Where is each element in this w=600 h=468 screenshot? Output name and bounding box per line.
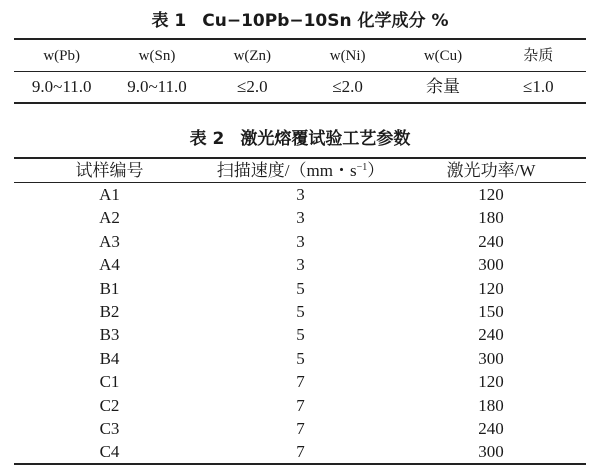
- table2-cell-speed: 7: [296, 395, 305, 415]
- table2-number: 表 2: [189, 129, 225, 149]
- table2-title: 激光熔覆试验工艺参数: [240, 129, 411, 149]
- table2-cell-speed: 5: [296, 348, 305, 368]
- table-row: [14, 417, 586, 440]
- table1-header-pb: w(Pb): [43, 48, 80, 64]
- table2-cell-sample: A3: [99, 231, 120, 251]
- table1-header-row: [14, 41, 586, 71]
- table2-cell-power: 180: [478, 208, 504, 228]
- table1-number: 表 1: [151, 11, 187, 31]
- table2-header-speed-close: ）: [367, 161, 385, 180]
- table2-cell-speed: 7: [296, 442, 305, 462]
- table1-title: Cu−10Pb−10Sn 化学成分 %: [202, 11, 449, 31]
- table1-cell-sn: 9.0~11.0: [127, 77, 187, 96]
- table2-cell-speed: 3: [296, 231, 305, 251]
- table2-cell-sample: A2: [99, 208, 120, 228]
- table2-cell-speed: 5: [296, 302, 305, 321]
- table1-cell-impurity: ≤1.0: [523, 77, 554, 96]
- table2-cell-power: 240: [478, 325, 504, 345]
- table2-cell-sample: C1: [99, 372, 120, 392]
- table1-header-sn: w(Sn): [138, 48, 176, 64]
- table-row: [14, 183, 586, 206]
- table1-top-rule: [14, 38, 586, 40]
- table2-cell-power: 240: [478, 419, 504, 438]
- table2-caption: [0, 128, 600, 150]
- table1-cell-cu: 余量: [425, 77, 460, 96]
- table2-cell-power: 150: [478, 302, 504, 321]
- table1-cell-ni: ≤2.0: [332, 77, 363, 96]
- table2-cell-power: 180: [478, 395, 504, 415]
- table2-cell-power: 120: [478, 372, 504, 392]
- table-row: [14, 230, 586, 253]
- table1-cell-zn: ≤2.0: [237, 77, 268, 96]
- table1-header-impurity: 杂质: [523, 48, 554, 64]
- table-row: [14, 206, 586, 229]
- table2-bottom-rule: [14, 463, 586, 465]
- table2-cell-sample: A4: [99, 255, 120, 275]
- table-row: [14, 347, 586, 370]
- table2-cell-sample: B1: [99, 278, 120, 298]
- table2-cell-speed: 3: [296, 185, 305, 204]
- table2-cell-speed: 3: [296, 255, 305, 275]
- table1-cell-pb: 9.0~11.0: [31, 77, 92, 96]
- table2-cell-power: 120: [478, 185, 504, 204]
- table2-cell-sample: A1: [99, 185, 120, 204]
- table2-header-sample: 试样编号: [75, 161, 144, 180]
- table2-cell-sample: C4: [99, 442, 120, 462]
- table2-cell-power: 300: [478, 348, 504, 368]
- table2-cell-sample: B4: [99, 348, 120, 368]
- table2-header-speed-exponent: −1: [356, 162, 368, 173]
- table-row: [14, 440, 586, 463]
- table2-cell-sample: B3: [99, 325, 120, 345]
- table-row: [14, 253, 586, 276]
- table2-cell-speed: 5: [296, 325, 305, 345]
- table-row: [14, 394, 586, 417]
- table-row: [14, 277, 586, 300]
- table2-header-speed-label: 扫描速度/（mm・s: [216, 161, 357, 180]
- table1-caption: [0, 10, 600, 32]
- table1-header-ni: w(Ni): [329, 48, 366, 64]
- table2-cell-sample: C3: [99, 419, 120, 438]
- table-row: [14, 370, 586, 393]
- table2-cell-power: 120: [478, 278, 504, 298]
- table-row: [14, 300, 586, 323]
- table1-header-cu: w(Cu): [423, 48, 463, 64]
- table2-cell-power: 300: [478, 255, 504, 275]
- table2-header-row: [14, 159, 586, 182]
- table2-cell-sample: B2: [99, 302, 120, 321]
- table-row: [14, 323, 586, 346]
- table2-cell-speed: 5: [296, 278, 305, 298]
- table2-cell-speed: 3: [296, 208, 305, 228]
- table2-header-power: 激光功率/W: [446, 161, 536, 180]
- table1-header-zn: w(Zn): [233, 48, 272, 64]
- table1-data-row: [14, 72, 586, 102]
- table2-cell-speed: 7: [296, 372, 305, 392]
- table1-bottom-rule: [14, 102, 586, 104]
- table2-cell-speed: 7: [296, 419, 305, 438]
- table2-cell-power: 300: [478, 442, 504, 462]
- table2-cell-sample: C2: [99, 395, 120, 415]
- table2-cell-power: 240: [478, 231, 504, 251]
- table2-header-speed: [205, 159, 396, 182]
